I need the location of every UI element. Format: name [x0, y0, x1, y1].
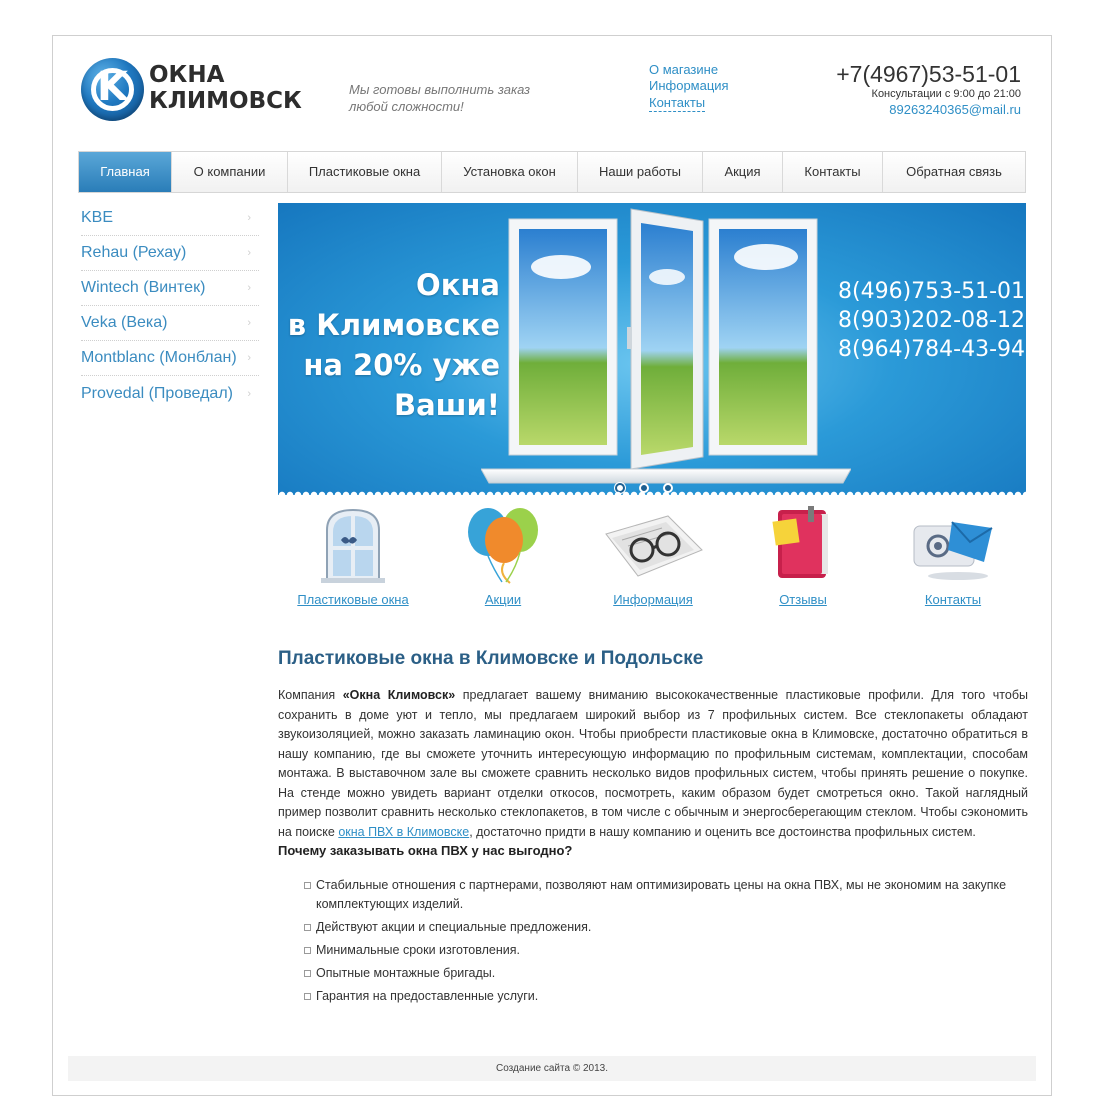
- banner-title-line: Ваши!: [393, 388, 500, 422]
- chevron-right-icon: ›: [247, 352, 251, 364]
- chevron-right-icon: ›: [247, 212, 251, 224]
- nav-item-promo[interactable]: Акция: [703, 152, 783, 192]
- sidebar-item-montblanc[interactable]: [81, 341, 259, 376]
- banner-title-line: Окна: [416, 268, 500, 302]
- pvc-windows-link[interactable]: окна ПВХ в Климовске: [338, 824, 470, 839]
- banner-title-line: на 20% уже: [303, 348, 500, 382]
- logo-emblem-icon: [81, 58, 144, 121]
- balloons-icon: [458, 504, 548, 584]
- company-name: «Окна Климовск»: [342, 688, 456, 702]
- feature-label[interactable]: Акции: [484, 592, 522, 607]
- newspaper-glasses-icon: [598, 504, 708, 584]
- logo-letter: K: [97, 64, 128, 110]
- logo-text: [149, 62, 302, 114]
- intro-text: Компания: [278, 688, 343, 702]
- feature-information[interactable]: [583, 504, 723, 607]
- feature-label[interactable]: Контакты: [924, 592, 982, 607]
- sidebar-menu: [81, 201, 259, 411]
- nav-item-feedback[interactable]: Обратная связь: [906, 164, 1002, 179]
- banner-wave-border: [278, 487, 1026, 495]
- sidebar-item-kbe[interactable]: [81, 201, 259, 236]
- banner-phone: 8(903)202-08-12: [838, 308, 1026, 333]
- chevron-right-icon: ›: [247, 282, 251, 294]
- page-footer: Создание сайта © 2013.: [68, 1056, 1036, 1081]
- top-link-contacts[interactable]: Контакты: [649, 95, 706, 110]
- main-navigation: [78, 151, 1026, 193]
- page-title: Пластиковые окна в Климовске и Подольске: [278, 648, 704, 669]
- nav-item-home[interactable]: Главная: [79, 152, 172, 192]
- intro-paragraph: [278, 686, 1028, 842]
- top-link-about-store[interactable]: О магазине: [649, 62, 719, 77]
- feature-plastic-windows[interactable]: [283, 504, 423, 607]
- banner-phone: 8(496)753-51-01: [838, 279, 1026, 304]
- list-item: Действуют акции и специальные предложения.: [304, 918, 1028, 937]
- promo-banner[interactable]: [278, 203, 1026, 495]
- mail-icon: [908, 504, 998, 584]
- intro-text: , достаточно придти в нашу компанию и оценить все достоинства профильных систем.: [469, 824, 976, 839]
- chevron-right-icon: ›: [247, 247, 251, 259]
- chevron-right-icon: ›: [247, 317, 251, 329]
- sidebar-item-label: KBE: [81, 209, 114, 226]
- top-link-information[interactable]: Информация: [649, 78, 729, 93]
- header-phone: +7(4967)53-51-01: [836, 61, 1021, 87]
- nav-item-plastic-windows[interactable]: Пластиковые окна: [288, 152, 442, 192]
- feature-contacts[interactable]: [883, 504, 1023, 607]
- header-email-link[interactable]: 89263240365@mail.ru: [889, 102, 1021, 117]
- site-logo[interactable]: [81, 58, 311, 124]
- logo-line-2: КЛИМОВСК: [149, 88, 302, 114]
- nav-item-installation[interactable]: Установка окон: [442, 152, 578, 192]
- header-slogan: Мы готовы выполнить заказ любой сложности!: [349, 82, 531, 114]
- chevron-right-icon: ›: [247, 387, 251, 400]
- list-item: Минимальные сроки изготовления.: [304, 941, 1028, 960]
- banner-phones: [838, 277, 1025, 364]
- feature-reviews[interactable]: [733, 504, 873, 607]
- main-content: [278, 648, 1028, 1010]
- sidebar-item-rehau[interactable]: [81, 236, 259, 271]
- sidebar-item-label: Provedal (Проведал): [81, 384, 233, 402]
- banner-title: [278, 265, 500, 425]
- banner-phone: 8(964)784-43-94: [838, 337, 1026, 362]
- page-frame: [52, 35, 1052, 1096]
- benefits-heading: Почему заказывать окна ПВХ у нас выгодно?: [278, 843, 573, 858]
- header-contacts: [836, 60, 1021, 118]
- feature-icons: [278, 504, 1026, 614]
- notebook-icon: [768, 504, 838, 584]
- feature-label[interactable]: Пластиковые окна: [297, 592, 409, 607]
- list-item: Опытные монтажные бригады.: [304, 964, 1028, 983]
- sidebar-item-provedal[interactable]: [81, 376, 259, 411]
- sidebar-item-wintech[interactable]: [81, 271, 259, 306]
- list-item: Гарантия на предоставленные услуги.: [304, 987, 1028, 1006]
- nav-item-about[interactable]: О компании: [172, 152, 288, 192]
- benefits-list: [278, 876, 1028, 1006]
- window-icon: [313, 504, 393, 584]
- consult-hours: Консультации с 9:00 до 21:00: [871, 88, 1021, 100]
- feature-promos[interactable]: [433, 504, 573, 607]
- nav-item-our-works[interactable]: Наши работы: [578, 152, 703, 192]
- sidebar-item-label: Rehau (Рехау): [81, 244, 187, 261]
- banner-title-line: в Климовске: [287, 308, 500, 342]
- nav-item-contacts[interactable]: Контакты: [783, 152, 883, 192]
- intro-text: предлагает вашему вниманию высококачественные пластиковые профили. Для того чтобы сохранить в доме уют и тепло, мы предлагаем широкий выбор из 7 профильных систем. Все стеклопакеты обладают звукоизоляцией, можно заказать ламинацию окон. Чтобы приобрести пластиковые окна в Климовске, достаточно обратиться в нашу компанию, где вы сможете уточнить интересующую информацию по профильным системам, комплектации, способам монтажа. В выставочном зале вы сможете сравнить несколько видов профильных систем, чтобы принять решение о покупке. На стенде можно увидеть вариант отделки откосов, посмотреть, каким образом будет смотреться окно. Такой наглядный пример позволит сравнить несколько стеклопакетов, в том числе с обычным и энергосберегающим стеклом. Чтобы сэкономить на поиске: [278, 688, 1028, 839]
- sidebar-item-label: Montblanc (Монблан): [81, 349, 237, 366]
- open-window-illustration: [481, 207, 851, 487]
- top-links: [649, 62, 729, 112]
- feature-label[interactable]: Информация: [613, 592, 693, 607]
- feature-label[interactable]: Отзывы: [779, 592, 827, 607]
- sidebar-item-label: Veka (Века): [81, 314, 168, 331]
- sidebar-item-label: Wintech (Винтек): [81, 279, 206, 296]
- list-item: Стабильные отношения с партнерами, позволяют нам оптимизировать цены на окна ПВХ, мы не экономим на закупке комплектующих изделий.: [304, 876, 1028, 914]
- sidebar-item-veka[interactable]: [81, 306, 259, 341]
- logo-line-1: ОКНА: [149, 62, 225, 88]
